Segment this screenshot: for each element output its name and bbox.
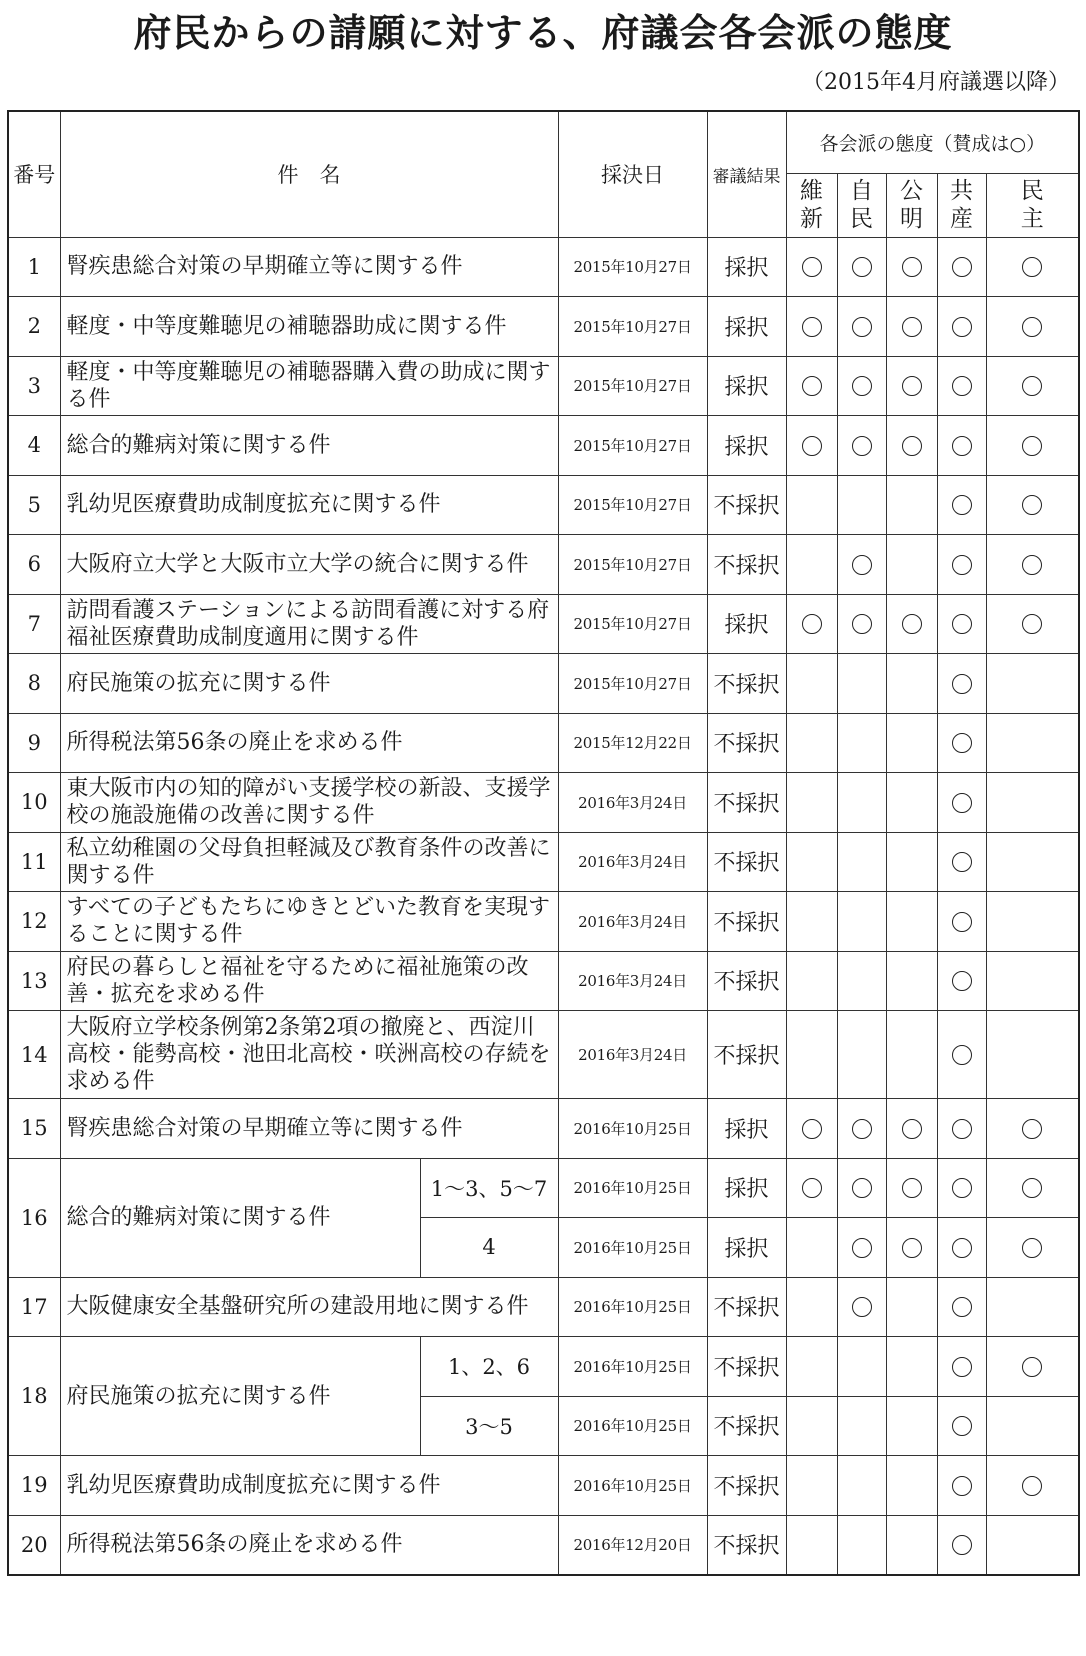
stance-cell — [986, 1158, 1079, 1218]
approve-circle-icon — [1022, 1357, 1042, 1377]
approve-circle-icon — [1022, 1178, 1042, 1198]
approve-circle-icon — [902, 1238, 922, 1258]
approve-circle-icon — [902, 1178, 922, 1198]
approve-circle-icon — [902, 1119, 922, 1139]
row-result: 採択 — [707, 237, 786, 297]
row-number: 9 — [8, 713, 60, 773]
row-number: 8 — [8, 654, 60, 714]
stance-cell — [786, 773, 837, 833]
stance-cell — [886, 713, 937, 773]
row-title: 府民施策の拡充に関する件 — [60, 654, 558, 714]
stance-cell — [786, 594, 837, 654]
row-result: 不採択 — [707, 475, 786, 535]
row-date: 2015年10月27日 — [558, 654, 707, 714]
stance-cell — [786, 892, 837, 952]
row-date: 2016年12月20日 — [558, 1515, 707, 1575]
stance-cell — [886, 892, 937, 952]
row-title: 乳幼児医療費助成制度拡充に関する件 — [60, 1456, 558, 1516]
row-title: 私立幼稚園の父母負担軽減及び教育条件の改善に関する件 — [60, 832, 558, 892]
stance-cell — [986, 1099, 1079, 1159]
row-number: 14 — [8, 1011, 60, 1099]
stance-cell — [837, 594, 886, 654]
approve-circle-icon — [952, 1297, 972, 1317]
stance-cell — [937, 1456, 986, 1516]
row-result: 不採択 — [707, 713, 786, 773]
stance-cell — [886, 1277, 937, 1337]
stance-cell — [886, 1396, 937, 1456]
approve-circle-icon — [902, 614, 922, 634]
approve-circle-icon — [952, 1416, 972, 1436]
stance-cell — [837, 1218, 886, 1278]
stance-cell — [986, 1515, 1079, 1575]
party-ishin — [786, 173, 837, 237]
table-row — [8, 297, 1079, 357]
row-title: 所得税法第56条の廃止を求める件 — [60, 713, 558, 773]
table-row — [8, 1011, 1079, 1099]
approve-circle-icon — [852, 1119, 872, 1139]
stance-cell — [986, 475, 1079, 535]
header-subject: 件 名 — [60, 111, 558, 237]
stance-cell — [986, 594, 1079, 654]
row-result: 不採択 — [707, 535, 786, 595]
approve-circle-icon — [902, 257, 922, 277]
stance-cell — [837, 1158, 886, 1218]
approve-circle-icon — [952, 1476, 972, 1496]
row-title: 府民施策の拡充に関する件 — [60, 1337, 420, 1456]
stance-cell — [886, 773, 937, 833]
approve-circle-icon — [1022, 614, 1042, 634]
stance-cell — [786, 356, 837, 416]
row-title: すべての子どもたちにゆきとどいた教育を実現することに関する件 — [60, 892, 558, 952]
stance-cell — [837, 1337, 886, 1397]
approve-circle-icon — [852, 436, 872, 456]
row-result: 採択 — [707, 1099, 786, 1159]
party-minshu — [986, 173, 1079, 237]
approve-circle-icon — [852, 1238, 872, 1258]
party-kyosan — [937, 173, 986, 237]
table-row — [8, 475, 1079, 535]
stance-cell — [886, 654, 937, 714]
row-number: 19 — [8, 1456, 60, 1516]
row-title: 所得税法第56条の廃止を求める件 — [60, 1515, 558, 1575]
approve-circle-icon — [802, 317, 822, 337]
row-number: 6 — [8, 535, 60, 595]
stance-cell — [986, 237, 1079, 297]
stance-cell — [786, 654, 837, 714]
stance-cell — [886, 594, 937, 654]
stance-cell — [937, 416, 986, 476]
party-label: 公 明 — [900, 178, 923, 232]
stance-cell — [837, 1515, 886, 1575]
stance-cell — [786, 1011, 837, 1099]
row-date: 2016年3月24日 — [558, 773, 707, 833]
row-subitems: 4 — [420, 1218, 558, 1278]
row-date: 2016年3月24日 — [558, 832, 707, 892]
stance-cell — [986, 535, 1079, 595]
row-number: 7 — [8, 594, 60, 654]
approve-circle-icon — [952, 555, 972, 575]
stance-cell — [886, 1337, 937, 1397]
row-date: 2015年10月27日 — [558, 416, 707, 476]
stance-cell — [937, 1515, 986, 1575]
row-subitems: 3～5 — [420, 1396, 558, 1456]
approve-circle-icon — [802, 257, 822, 277]
table-row — [8, 832, 1079, 892]
stance-cell — [786, 1277, 837, 1337]
stance-cell — [837, 1099, 886, 1159]
stance-cell — [986, 1456, 1079, 1516]
stance-cell — [837, 1277, 886, 1337]
approve-circle-icon — [1022, 317, 1042, 337]
approve-circle-icon — [952, 1238, 972, 1258]
table-row — [8, 1337, 1079, 1397]
row-result: 不採択 — [707, 951, 786, 1011]
row-title: 軽度・中等度難聴児の補聴器助成に関する件 — [60, 297, 558, 357]
stance-cell — [937, 1337, 986, 1397]
stance-cell — [837, 773, 886, 833]
approve-circle-icon — [952, 436, 972, 456]
row-number: 4 — [8, 416, 60, 476]
stance-cell — [886, 1515, 937, 1575]
stance-cell — [837, 535, 886, 595]
row-date: 2016年10月25日 — [558, 1396, 707, 1456]
party-jimin — [837, 173, 886, 237]
header-stance: 各会派の態度（賛成は○） — [786, 111, 1079, 173]
stance-cell — [886, 475, 937, 535]
row-date: 2015年10月27日 — [558, 594, 707, 654]
stance-cell — [886, 535, 937, 595]
row-number: 11 — [8, 832, 60, 892]
table-row — [8, 237, 1079, 297]
row-number: 3 — [8, 356, 60, 416]
stance-cell — [986, 713, 1079, 773]
approve-circle-icon — [1022, 495, 1042, 515]
row-number: 16 — [8, 1158, 60, 1277]
approve-circle-icon — [952, 733, 972, 753]
row-result: 採択 — [707, 594, 786, 654]
stance-cell — [786, 832, 837, 892]
stance-cell — [886, 1011, 937, 1099]
approve-circle-icon — [952, 971, 972, 991]
approve-circle-icon — [952, 376, 972, 396]
party-label: 自 民 — [850, 178, 873, 232]
stance-cell — [937, 892, 986, 952]
approve-circle-icon — [952, 257, 972, 277]
row-date: 2016年3月24日 — [558, 951, 707, 1011]
approve-circle-icon — [852, 317, 872, 337]
stance-cell — [986, 416, 1079, 476]
row-number: 18 — [8, 1337, 60, 1456]
stance-cell — [937, 1011, 986, 1099]
approve-circle-icon — [902, 436, 922, 456]
row-result: 不採択 — [707, 1515, 786, 1575]
row-number: 15 — [8, 1099, 60, 1159]
approve-circle-icon — [952, 1357, 972, 1377]
row-result: 採択 — [707, 297, 786, 357]
table-row — [8, 594, 1079, 654]
approve-circle-icon — [802, 1119, 822, 1139]
stance-cell — [837, 237, 886, 297]
row-result: 採択 — [707, 1218, 786, 1278]
approve-circle-icon — [1022, 1476, 1042, 1496]
approve-circle-icon — [852, 1297, 872, 1317]
stance-cell — [937, 1277, 986, 1337]
approve-circle-icon — [852, 257, 872, 277]
stance-cell — [886, 1158, 937, 1218]
party-label: 民 主 — [1020, 178, 1044, 232]
approve-circle-icon — [852, 555, 872, 575]
table-row — [8, 1099, 1079, 1159]
stance-cell — [937, 832, 986, 892]
stance-cell — [937, 654, 986, 714]
stance-cell — [786, 297, 837, 357]
row-result: 不採択 — [707, 654, 786, 714]
stance-cell — [786, 1158, 837, 1218]
stance-cell — [786, 416, 837, 476]
row-title: 大阪府立大学と大阪市立大学の統合に関する件 — [60, 535, 558, 595]
row-result: 不採択 — [707, 1456, 786, 1516]
row-title: 腎疾患総合対策の早期確立等に関する件 — [60, 1099, 558, 1159]
party-label: 共 産 — [950, 178, 973, 232]
approve-circle-icon — [802, 376, 822, 396]
row-date: 2016年3月24日 — [558, 892, 707, 952]
approve-circle-icon — [852, 376, 872, 396]
page-subtitle: （2015年4月府議選以降） — [802, 70, 1070, 95]
party-komei — [886, 173, 937, 237]
stance-cell — [986, 356, 1079, 416]
approve-circle-icon — [952, 1045, 972, 1065]
approve-circle-icon — [952, 852, 972, 872]
row-result: 不採択 — [707, 1011, 786, 1099]
table-row — [8, 1277, 1079, 1337]
stance-cell — [937, 773, 986, 833]
row-title: 大阪健康安全基盤研究所の建設用地に関する件 — [60, 1277, 558, 1337]
stance-cell — [837, 475, 886, 535]
stance-cell — [937, 475, 986, 535]
row-date: 2015年10月27日 — [558, 297, 707, 357]
row-number: 10 — [8, 773, 60, 833]
stance-cell — [786, 535, 837, 595]
approve-circle-icon — [802, 1178, 822, 1198]
row-date: 2015年10月27日 — [558, 237, 707, 297]
table-row — [8, 654, 1079, 714]
approve-circle-icon — [952, 793, 972, 813]
stance-cell — [937, 535, 986, 595]
stance-cell — [986, 1396, 1079, 1456]
stance-cell — [986, 1277, 1079, 1337]
approve-circle-icon — [1022, 257, 1042, 277]
stance-cell — [786, 475, 837, 535]
stance-cell — [986, 951, 1079, 1011]
header-number: 番号 — [8, 111, 60, 237]
stance-cell — [886, 416, 937, 476]
stance-cell — [786, 1396, 837, 1456]
row-title: 大阪府立学校条例第2条第2項の撤廃と、西淀川高校・能勢高校・池田北高校・咲洲高校の存続を求める件 — [60, 1011, 558, 1099]
stance-cell — [786, 1515, 837, 1575]
table-row — [8, 416, 1079, 476]
stance-cell — [986, 773, 1079, 833]
approve-circle-icon — [852, 614, 872, 634]
table-row — [8, 535, 1079, 595]
row-date: 2016年10月25日 — [558, 1456, 707, 1516]
row-number: 17 — [8, 1277, 60, 1337]
row-result: 採択 — [707, 356, 786, 416]
row-result: 不採択 — [707, 1277, 786, 1337]
row-subitems: 1～3、5～7 — [420, 1158, 558, 1218]
approve-circle-icon — [952, 912, 972, 932]
row-title: 訪問看護ステーションによる訪問看護に対する府福祉医療費助成制度適用に関する件 — [60, 594, 558, 654]
stance-cell — [937, 297, 986, 357]
row-date: 2016年10月25日 — [558, 1337, 707, 1397]
row-result: 不採択 — [707, 1396, 786, 1456]
stance-cell — [937, 356, 986, 416]
approve-circle-icon — [1022, 436, 1042, 456]
row-subitems: 1、2、6 — [420, 1337, 558, 1397]
row-number: 12 — [8, 892, 60, 952]
row-date: 2016年10月25日 — [558, 1218, 707, 1278]
stance-cell — [786, 1337, 837, 1397]
row-title: 総合的難病対策に関する件 — [60, 1158, 420, 1277]
approve-circle-icon — [902, 317, 922, 337]
stance-cell — [786, 237, 837, 297]
table-row — [8, 713, 1079, 773]
table-row — [8, 1456, 1079, 1516]
approve-circle-icon — [1022, 376, 1042, 396]
row-result: 採択 — [707, 416, 786, 476]
stance-cell — [886, 951, 937, 1011]
stance-cell — [937, 594, 986, 654]
row-title: 乳幼児医療費助成制度拡充に関する件 — [60, 475, 558, 535]
stance-cell — [886, 832, 937, 892]
stance-cell — [837, 713, 886, 773]
row-date: 2015年10月27日 — [558, 356, 707, 416]
header-date: 採決日 — [558, 111, 707, 237]
row-title: 軽度・中等度難聴児の補聴器購入費の助成に関する件 — [60, 356, 558, 416]
stance-cell — [937, 1158, 986, 1218]
stance-cell — [837, 1011, 886, 1099]
stance-cell — [786, 951, 837, 1011]
row-date: 2016年10月25日 — [558, 1277, 707, 1337]
approve-circle-icon — [952, 495, 972, 515]
table-row — [8, 356, 1079, 416]
stance-cell — [937, 1218, 986, 1278]
stance-cell — [986, 1337, 1079, 1397]
approve-circle-icon — [1022, 1119, 1042, 1139]
stance-cell — [837, 951, 886, 1011]
row-date: 2016年10月25日 — [558, 1158, 707, 1218]
stance-cell — [986, 892, 1079, 952]
approve-circle-icon — [852, 1178, 872, 1198]
row-result: 不採択 — [707, 773, 786, 833]
table-row — [8, 951, 1079, 1011]
stance-cell — [886, 1218, 937, 1278]
row-number: 20 — [8, 1515, 60, 1575]
stance-cell — [986, 1011, 1079, 1099]
stance-cell — [886, 297, 937, 357]
table-row — [8, 1515, 1079, 1575]
petition-table — [7, 110, 1080, 1576]
stance-cell — [837, 892, 886, 952]
row-number: 5 — [8, 475, 60, 535]
approve-circle-icon — [802, 436, 822, 456]
row-result: 採択 — [707, 1158, 786, 1218]
stance-cell — [837, 297, 886, 357]
row-title: 府民の暮らしと福祉を守るために福祉施策の改善・拡充を求める件 — [60, 951, 558, 1011]
stance-cell — [837, 1456, 886, 1516]
stance-cell — [837, 416, 886, 476]
stance-cell — [886, 1456, 937, 1516]
table-row — [8, 773, 1079, 833]
row-number: 1 — [8, 237, 60, 297]
stance-cell — [837, 356, 886, 416]
stance-cell — [786, 713, 837, 773]
row-number: 2 — [8, 297, 60, 357]
stance-cell — [886, 1099, 937, 1159]
row-date: 2016年10月25日 — [558, 1099, 707, 1159]
stance-cell — [837, 654, 886, 714]
stance-cell — [837, 832, 886, 892]
approve-circle-icon — [802, 614, 822, 634]
stance-cell — [986, 654, 1079, 714]
stance-cell — [937, 951, 986, 1011]
approve-circle-icon — [952, 317, 972, 337]
stance-cell — [986, 1218, 1079, 1278]
row-date: 2015年10月27日 — [558, 475, 707, 535]
stance-cell — [786, 1456, 837, 1516]
approve-circle-icon — [952, 614, 972, 634]
stance-cell — [937, 1396, 986, 1456]
party-label: 維 新 — [800, 178, 823, 232]
page-title: 府民からの請願に対する、府議会各会派の態度 — [133, 11, 953, 55]
stance-cell — [937, 1099, 986, 1159]
stance-cell — [837, 1396, 886, 1456]
table-row — [8, 1158, 1079, 1218]
stance-cell — [786, 1218, 837, 1278]
approve-circle-icon — [1022, 1238, 1042, 1258]
approve-circle-icon — [902, 376, 922, 396]
row-date: 2015年10月27日 — [558, 535, 707, 595]
row-title: 腎疾患総合対策の早期確立等に関する件 — [60, 237, 558, 297]
stance-cell — [937, 713, 986, 773]
row-result: 不採択 — [707, 892, 786, 952]
approve-circle-icon — [952, 1535, 972, 1555]
stance-cell — [786, 1099, 837, 1159]
stance-cell — [937, 237, 986, 297]
table-row — [8, 892, 1079, 952]
stance-cell — [886, 356, 937, 416]
stance-cell — [986, 832, 1079, 892]
row-number: 13 — [8, 951, 60, 1011]
approve-circle-icon — [952, 1178, 972, 1198]
approve-circle-icon — [1022, 555, 1042, 575]
stance-cell — [986, 297, 1079, 357]
row-title: 総合的難病対策に関する件 — [60, 416, 558, 476]
approve-circle-icon — [952, 1119, 972, 1139]
stance-cell — [886, 237, 937, 297]
row-date: 2016年3月24日 — [558, 1011, 707, 1099]
row-result: 不採択 — [707, 1337, 786, 1397]
header-result: 審議結果 — [707, 111, 786, 237]
approve-circle-icon — [952, 674, 972, 694]
row-result: 不採択 — [707, 832, 786, 892]
row-title: 東大阪市内の知的障がい支援学校の新設、支援学校の施設施備の改善に関する件 — [60, 773, 558, 833]
row-date: 2015年12月22日 — [558, 713, 707, 773]
